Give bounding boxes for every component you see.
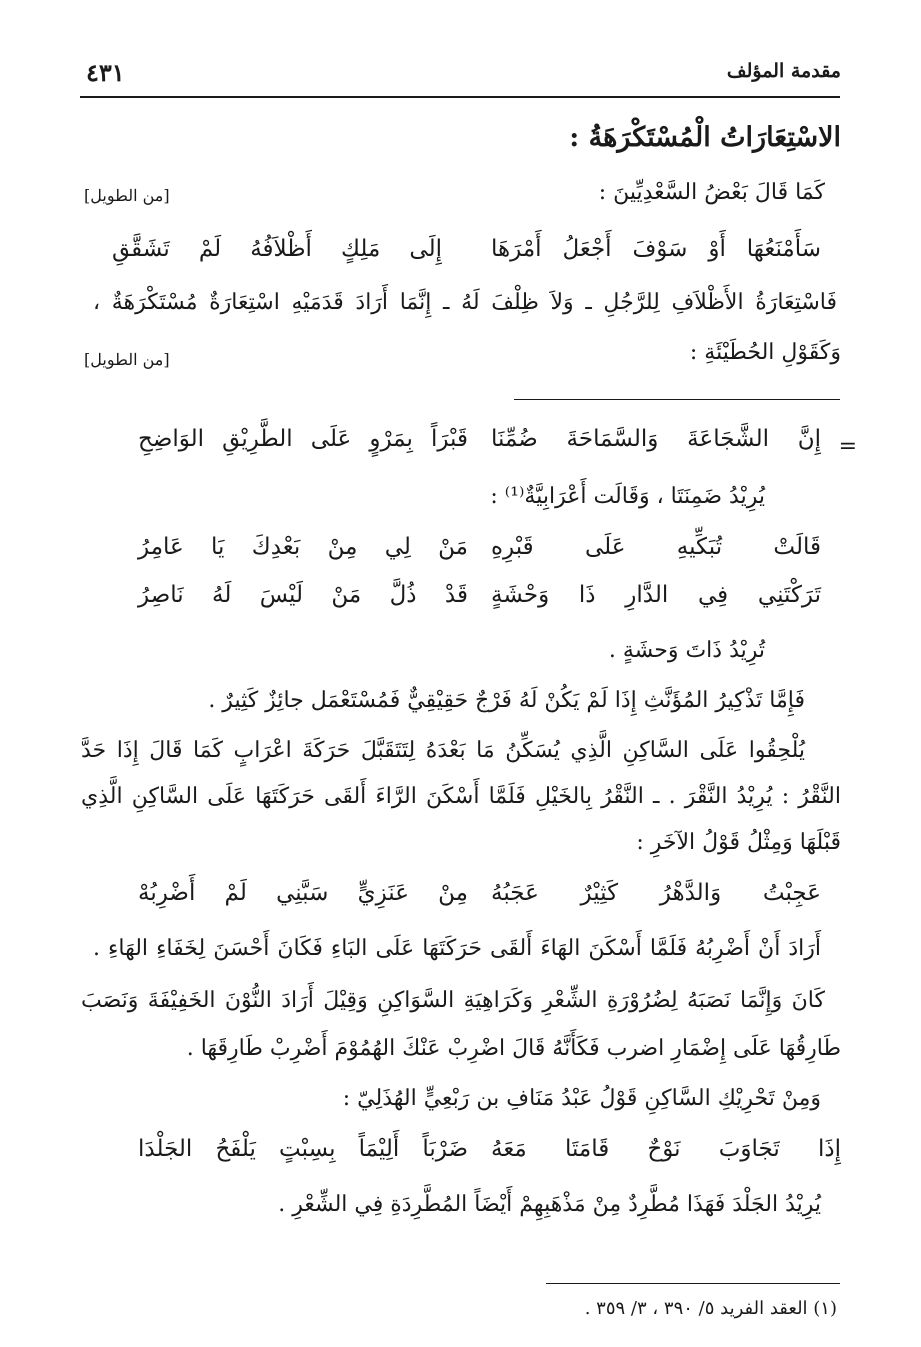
prose-line-7: يُرِيْدُ الجَلْدَ فَهَذَا مُطَّرِدٌ مِنْ مَذْهَبِهِمْ أَيْضَاً المُطَّرِدَةِ فِي الشِّعْرِ . bbox=[278, 1192, 821, 1217]
section-heading: الاسْتِعَارَاتُ الْمُسْتَكْرَهَةُ : bbox=[569, 122, 841, 153]
prose-line-3b: النَّقْرُ : يُرِيْدُ النَّقْرَ . ـ النَّقْرُ بِالخَيْلِ فَلَمَّا أَسْكَنَ الرَّاءَ أَلقَى حَرَكَتَهَا عَلَى السَّاكِنِ الَّذِي bbox=[81, 784, 841, 809]
intro-line-1: كَمَا قَالَ بَعْضُ السَّعْدِيِّينَ : bbox=[598, 180, 825, 205]
verse-2-left: قَبْرَاً بِمَرْوٍ عَلَى الطَّرِيْقِ الوَاضِحِ bbox=[138, 426, 468, 452]
verse-6-left: ضَرْبَاً أَلِيْمَاً بِسِبْتٍ يَلْفَحُ الجَلْدَا bbox=[138, 1136, 468, 1162]
note-line-3: تُرِيْدُ ذَاتَ وَحشَةٍ . bbox=[608, 638, 765, 663]
prose-line-5b: طَارِقُهَا عَلَى إِضْمَارِ اضرب فَكَأَنَّهُ قَالَ اضْرِبْ عَنْكَ الهُمُوْمَ أَضْرِبْ طَارِقَهَا . bbox=[186, 1036, 841, 1061]
header-rule bbox=[80, 96, 840, 98]
verse-6-right: إِذَا تَجَاوَبَ نَوْحٌ قَامَتَا مَعَهُ bbox=[491, 1136, 841, 1162]
verse-1-left: إِلَى مَلِكٍ أَظْلاَفُهُ لَمْ تَشَقَّقِ bbox=[112, 236, 442, 262]
meter-label-1: [من الطويل] bbox=[84, 186, 170, 205]
prose-line-6: وَمِنْ تَحْرِيْكِ السَّاكِنِ قَوْلُ عَبْدُ مَنَافِ بن رَبْعِيٍّ الهُذَلِيّ : bbox=[342, 1086, 821, 1111]
verse-1-right: سَأَمْنَعُهَا أَوْ سَوْفَ أَجْعَلُ أَمْرَهَا bbox=[491, 236, 821, 262]
meter-label-2: [من الطويل] bbox=[84, 350, 170, 369]
verse-3-right: قَالَتْ تُبَكِّيهِ عَلَى قَبْرِهِ bbox=[491, 534, 821, 560]
prose-line-5a: كَانَ وَإِنَّمَا نَصَبَهُ لِضُرُوْرَةِ الشِّعْرِ وَكَرَاهِيَةِ السَّوَاكِنِ وَقِيْلَ أَرَادَ النُّوْنَ الخَفِيْفَةَ وَنَصَبَ bbox=[81, 988, 825, 1013]
prose-line-3c: قَبْلَهَا وَمِثْلُ قَوْلُ الآخَرِ : bbox=[636, 830, 841, 855]
prose-line-4: أَرَادَ أَنْ أَضْرِبُهُ فَلَمَّا أَسْكَنَ الهَاءَ أَلقَى حَرَكَتَهَا عَلَى البَاءِ فَكَانَ أَحْسَنَ لِخَفَاءِ الهَاءِ . bbox=[93, 936, 821, 961]
section-rule bbox=[514, 399, 840, 400]
verse-3-left: مَنْ لِي مِنْ بَعْدِكَ يَا عَامِرُ bbox=[138, 534, 468, 560]
prose-line-3a: يُلْحِقُوا عَلَى السَّاكِنِ الَّذِي يُسَكِّنُ مَا بَعْدَهُ لِتَتَقَبَّلَ حَرَكَةَ اعْرَابٍ كَمَا قَالَ إِذَا حَدَّ bbox=[81, 738, 805, 763]
footnote-rule bbox=[546, 1283, 840, 1284]
verse-5-left: مِنْ عَنَزِيٍّ سَبَّنِي لَمْ أَضْرِبُهْ bbox=[138, 880, 468, 906]
verse-5-right: عَجِبْتُ وَالدَّهْرُ كَثِيْرٌ عَجَبُهُ bbox=[491, 880, 821, 906]
footnote: (١) العقد الفريد ٥/ ٣٩٠ ، ٣/ ٣٥٩ . bbox=[584, 1298, 837, 1319]
continuation-mark: = bbox=[838, 434, 857, 459]
verse-2-right: إِنَّ الشَّجَاعَةَ وَالسَّمَاحَةَ ضُمِّنَا bbox=[491, 426, 821, 452]
verse-4-right: تَرَكْتَنِي فِي الدَّارِ ذَا وَحْشَةٍ bbox=[491, 582, 821, 608]
prose-line-1: فَاسْتِعَارَةُ الأَظْلاَفِ لِلرَّجُلِ ـ وَلاَ ظِلْفَ لَهُ ـ إِنَّمَا أَرَادَ قَدَمَيْهِ اسْتِعَارَةٌ مُسْتَكْرَهَةٌ ، bbox=[93, 290, 837, 315]
intro-line-2: وَكَقَوْلِ الحُطَيْئَةِ : bbox=[689, 340, 841, 365]
verse-4-left: قَدْ ذُلَّ مَنْ لَيْسَ لَهُ نَاصِرُ bbox=[138, 582, 468, 608]
running-title: مقدمة المؤلف bbox=[726, 60, 841, 82]
page-number: ٤٣١ bbox=[86, 58, 125, 87]
prose-line-2: فَإِمَّا تَذْكِيرُ المُؤَنَّثِ إِذَا لَمْ يَكُنْ لَهُ فَرْجٌ حَقِيْقِيٌّ فَمُسْتَعْمَل جائِزٌ كَثِيرٌ . bbox=[208, 688, 805, 713]
note-line-2: يُرِيْدُ ضَمِنَتَا ، وَقَالَت أَعْرَابِيَّةٌ⁽¹⁾ : bbox=[490, 484, 765, 509]
